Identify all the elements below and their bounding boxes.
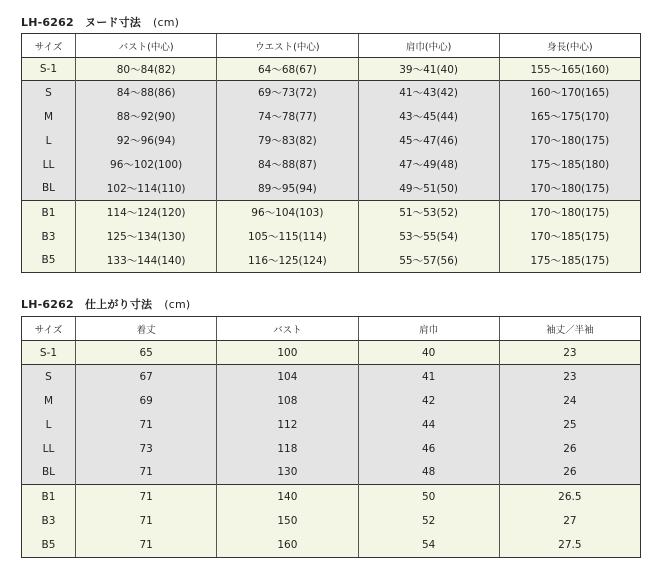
table-cell: 65 [76,341,217,365]
table-row [22,177,641,201]
size-cell: S-1 [22,341,76,365]
table-row [22,105,641,129]
table-cell: 170～180(175) [499,129,640,153]
table-cell: 69～73(72) [217,81,358,105]
table-cell: 175～185(180) [499,153,640,177]
table-cell: 71 [76,485,217,509]
header-cell: バスト [217,317,358,341]
finished-size-table [21,316,641,558]
table-cell: 41 [358,365,499,389]
table-cell: 133～144(140) [76,249,217,273]
table-cell: 116～125(124) [217,249,358,273]
table-cell: 84～88(87) [217,153,358,177]
table-cell: 42 [358,389,499,413]
table-header-row [22,317,641,341]
table-cell: 23 [499,365,640,389]
table-row [22,509,641,533]
table-header-row [22,34,641,58]
size-cell: B3 [22,509,76,533]
table-cell: 45～47(46) [358,129,499,153]
table-cell: 27 [499,509,640,533]
size-cell: BL [22,177,76,201]
header-cell: 肩巾(中心) [358,34,499,58]
size-cell: LL [22,153,76,177]
table-cell: 26.5 [499,485,640,509]
table-cell: 49～51(50) [358,177,499,201]
table-cell: 40 [358,341,499,365]
table-cell: 114～124(120) [76,201,217,225]
table-cell: 155～165(160) [499,58,640,81]
table-cell: 52 [358,509,499,533]
table-row [22,461,641,485]
table-cell: 92～96(94) [76,129,217,153]
table-cell: 53～55(54) [358,225,499,249]
table-cell: 51～53(52) [358,201,499,225]
table-cell: 105～115(114) [217,225,358,249]
table-cell: 102～114(110) [76,177,217,201]
header-cell: バスト(中心) [76,34,217,58]
size-cell: L [22,413,76,437]
table-cell: 26 [499,461,640,485]
table-cell: 71 [76,413,217,437]
table-cell: 96～104(103) [217,201,358,225]
header-cell: ウエスト(中心) [217,34,358,58]
table-cell: 74～78(77) [217,105,358,129]
table-cell: 170～180(175) [499,177,640,201]
table-cell: 46 [358,437,499,461]
nude-size-title [21,14,179,30]
table-row [22,365,641,389]
table-cell: 160 [217,533,358,558]
size-cell: B5 [22,249,76,273]
table-cell: 150 [217,509,358,533]
table-cell: 44 [358,413,499,437]
size-cell: B3 [22,225,76,249]
table-cell: 50 [358,485,499,509]
header-cell: 身長(中心) [499,34,640,58]
table-cell: 104 [217,365,358,389]
table-cell: 108 [217,389,358,413]
table-cell: 71 [76,461,217,485]
table-row [22,129,641,153]
table-cell: 130 [217,461,358,485]
size-cell: B5 [22,533,76,558]
table-cell: 80～84(82) [76,58,217,81]
table-cell: 170～185(175) [499,225,640,249]
table-cell: 96～102(100) [76,153,217,177]
nude-unit-text: (cm) [153,16,180,29]
table-cell: 54 [358,533,499,558]
table-cell: 25 [499,413,640,437]
header-cell: サイズ [22,34,76,58]
size-cell: S-1 [22,58,76,81]
table-cell: 175～185(175) [499,249,640,273]
table-cell: 39～41(40) [358,58,499,81]
header-cell: 着丈 [76,317,217,341]
table-cell: 26 [499,437,640,461]
table-cell: 55～57(56) [358,249,499,273]
table-row [22,437,641,461]
header-cell: 肩巾 [358,317,499,341]
table-cell: 47～49(48) [358,153,499,177]
table-cell: 160～170(165) [499,81,640,105]
table-cell: 100 [217,341,358,365]
table-cell: 69 [76,389,217,413]
finished-size-title [21,296,190,312]
size-cell: B1 [22,485,76,509]
size-cell: M [22,105,76,129]
table-cell: 64～68(67) [217,58,358,81]
table-row [22,389,641,413]
nude-title-text: LH-6262 ヌード寸法 [21,16,141,29]
table-row [22,225,641,249]
table-row [22,341,641,365]
table-cell: 41～43(42) [358,81,499,105]
size-cell: B1 [22,201,76,225]
table-cell: 170～180(175) [499,201,640,225]
table-row [22,153,641,177]
table-cell: 88～92(90) [76,105,217,129]
table-row [22,201,641,225]
table-cell: 71 [76,509,217,533]
table-row [22,413,641,437]
table-cell: 24 [499,389,640,413]
table-cell: 140 [217,485,358,509]
finished-unit-text: (cm) [164,298,191,311]
table-row [22,249,641,273]
table-cell: 67 [76,365,217,389]
table-cell: 48 [358,461,499,485]
header-cell: 袖丈／半袖 [499,317,640,341]
table-cell: 165～175(170) [499,105,640,129]
size-cell: M [22,389,76,413]
table-cell: 73 [76,437,217,461]
table-cell: 23 [499,341,640,365]
table-row [22,58,641,81]
table-cell: 79～83(82) [217,129,358,153]
table-cell: 43～45(44) [358,105,499,129]
nude-size-table [21,33,641,273]
table-cell: 112 [217,413,358,437]
size-cell: S [22,81,76,105]
size-cell: S [22,365,76,389]
table-cell: 84～88(86) [76,81,217,105]
header-cell: サイズ [22,317,76,341]
table-row [22,485,641,509]
table-row [22,533,641,558]
table-row [22,81,641,105]
size-cell: LL [22,437,76,461]
table-cell: 118 [217,437,358,461]
table-cell: 27.5 [499,533,640,558]
table-cell: 89～95(94) [217,177,358,201]
table-cell: 71 [76,533,217,558]
size-cell: L [22,129,76,153]
finished-title-text: LH-6262 仕上がり寸法 [21,298,153,311]
size-cell: BL [22,461,76,485]
table-cell: 125～134(130) [76,225,217,249]
